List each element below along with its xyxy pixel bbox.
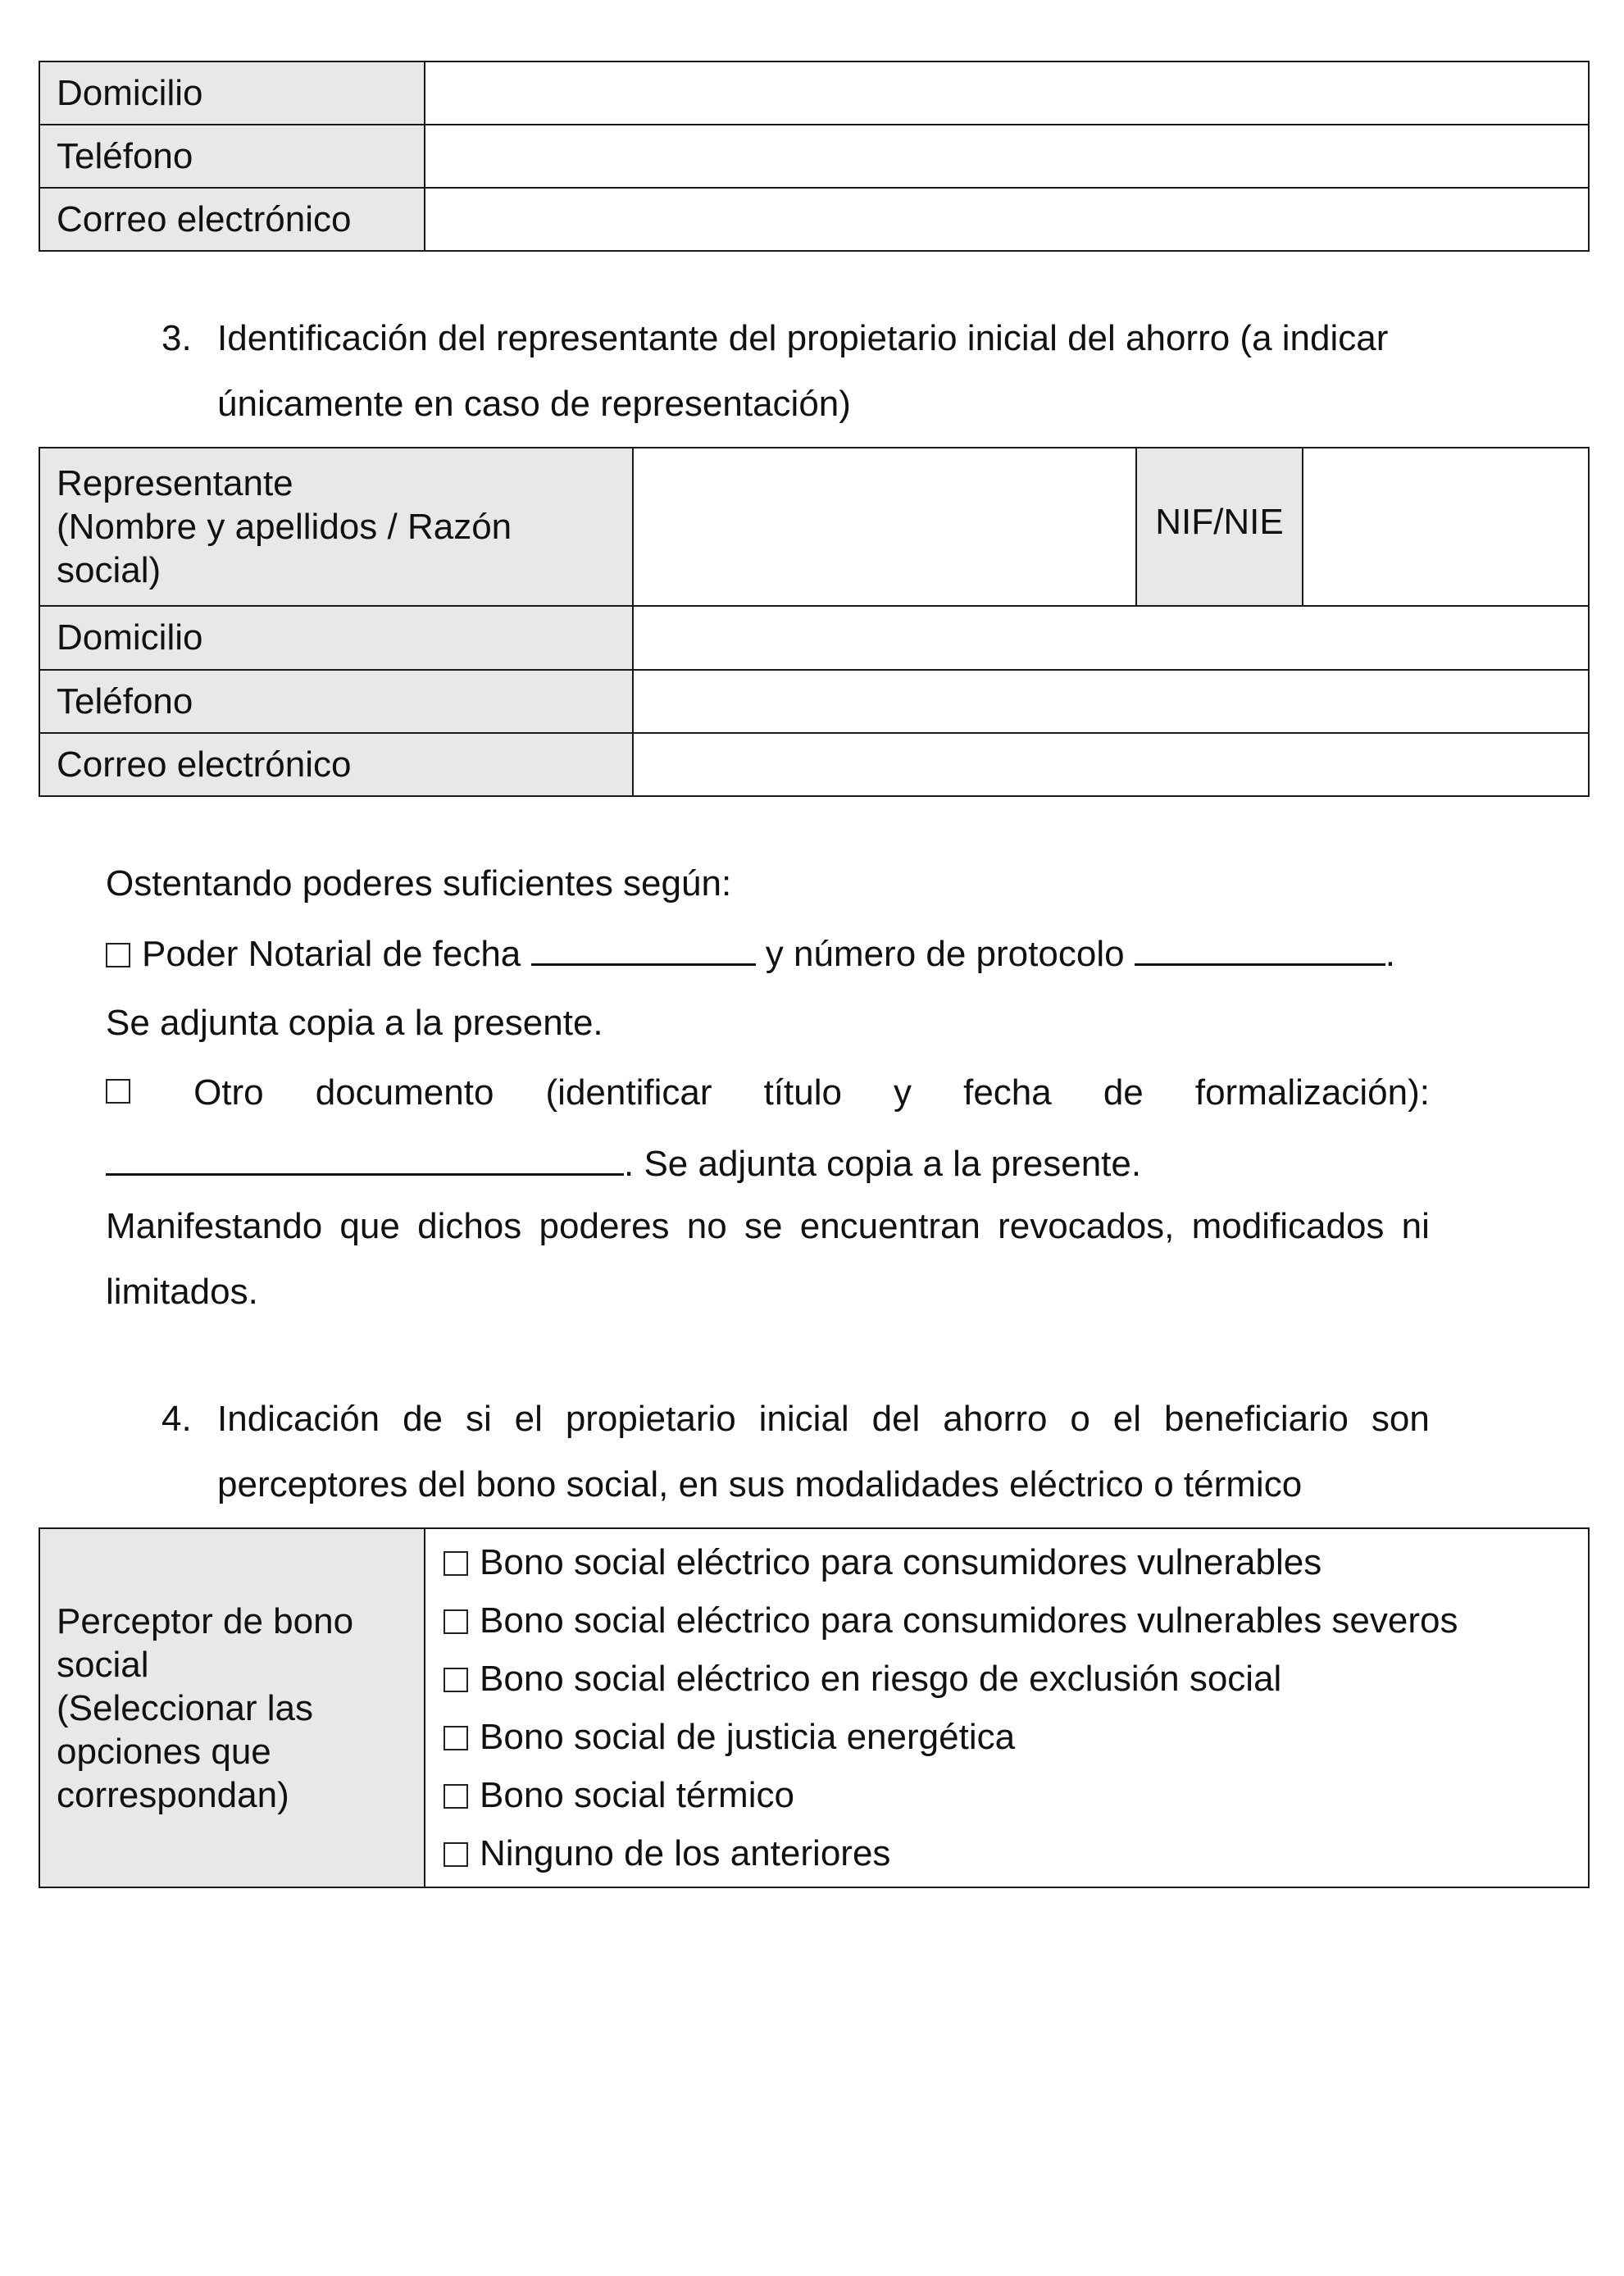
bono-label-line: opciones que [57,1731,271,1772]
checkbox[interactable] [444,1668,468,1692]
section-number: 3. [161,318,192,358]
statement-line: limitados. [106,1272,258,1312]
option-label: . [1385,934,1396,974]
option-label: Bono social de justicia energética [480,1717,1016,1757]
other-document-field[interactable] [106,1142,624,1176]
title-word: Indicación [217,1399,380,1439]
option-label: Bono social térmico [480,1775,794,1815]
notarial-power-checkbox[interactable] [106,943,130,967]
bono-options-cell [425,1528,1589,1887]
option-label: y número de protocolo [765,934,1125,974]
table-row [39,61,1589,125]
section-3-heading [161,306,1440,437]
table-row [39,188,1589,251]
powers-intro: Ostentando poderes suficientes según: [106,863,732,904]
statement-word: revocados, [998,1206,1175,1246]
title-word: inicial [758,1399,849,1439]
option-label: Bono social eléctrico para consumidores vulnerables severos [480,1600,1458,1641]
list-item[interactable] [444,1824,1572,1882]
table-row [39,606,1589,670]
bono-social-label [39,1528,425,1887]
title-word: del [871,1399,921,1439]
bono-label-line: social [57,1644,149,1685]
notarial-power-option [106,932,1395,976]
section-title-line: Identificación del representante del propietario inicial del ahorro (a indicar [217,318,1389,358]
nif-label: NIF/NIE [1136,448,1303,606]
table-row [39,125,1589,188]
section-title-line: únicamente en caso de representación) [217,384,851,424]
checkbox[interactable] [444,1784,468,1809]
bono-options-list [444,1533,1572,1882]
option-word: y [894,1072,912,1113]
title-word: el [514,1399,543,1439]
title-word: si [465,1399,492,1439]
phone-field[interactable] [425,125,1589,188]
attach-note: Se adjunta copia a la presente. [106,1003,603,1043]
list-item[interactable] [444,1650,1572,1708]
list-item[interactable] [444,1591,1572,1650]
address-label: Domicilio [39,61,425,125]
bono-social-table [39,1527,1590,1888]
section-title-line [217,1398,1430,1441]
checkbox[interactable] [444,1726,468,1750]
option-label: Poder Notarial de fecha [142,934,521,974]
bono-label-line: correspondan) [57,1774,289,1815]
option-label: Ninguno de los anteriores [480,1833,891,1873]
email-field[interactable] [425,188,1589,251]
list-item[interactable] [444,1708,1572,1766]
title-word: ahorro [943,1399,1048,1439]
statement-line [106,1205,1430,1248]
checkbox[interactable] [444,1842,468,1867]
checkbox[interactable] [444,1609,468,1634]
bono-label-line: (Seleccionar las [57,1687,314,1728]
other-document-checkbox[interactable] [106,1079,130,1104]
email-label: Correo electrónico [39,733,633,796]
checkbox[interactable] [444,1551,468,1576]
address-label: Domicilio [39,606,633,670]
representative-table [39,447,1590,797]
option-label: Bono social eléctrico en riesgo de exclusión social [480,1659,1282,1699]
option-word: de [1103,1072,1144,1113]
statement-word: ni [1401,1206,1430,1246]
option-word: Otro [193,1072,264,1113]
phone-label: Teléfono [39,125,425,188]
option-word: documento [315,1072,494,1113]
list-item[interactable] [444,1533,1572,1591]
section-4-heading [161,1398,1430,1529]
attach-note: . Se adjunta copia a la presente. [624,1144,1142,1184]
statement-word: se [744,1206,783,1246]
statement-word: que [339,1206,400,1246]
representative-label [39,448,633,606]
section-title-line: perceptores del bono social, en sus modalidades eléctrico o térmico [217,1464,1303,1504]
nif-field[interactable] [1303,448,1589,606]
other-document-option [106,1072,1430,1114]
email-field[interactable] [633,733,1589,796]
title-word: de [403,1399,444,1439]
phone-label: Teléfono [39,670,633,733]
title-word: o [1070,1399,1090,1439]
table-row [39,448,1589,606]
title-word: son [1371,1399,1430,1439]
title-word: propietario [565,1399,736,1439]
statement-word: modificados [1191,1206,1385,1246]
other-document-detail [106,1142,1141,1186]
representative-name-field[interactable] [633,448,1136,606]
option-label: Bono social eléctrico para consumidores vulnerables [480,1542,1322,1582]
bono-label-line: Perceptor de bono [57,1600,354,1641]
address-field[interactable] [425,61,1589,125]
title-word: beneficiario [1163,1399,1349,1439]
statement-word: no [686,1206,727,1246]
table-row [39,670,1589,733]
option-word: formalización): [1194,1072,1430,1113]
notarial-date-field[interactable] [531,932,756,966]
email-label: Correo electrónico [39,188,425,251]
statement-word: dichos [417,1206,522,1246]
address-field[interactable] [633,606,1589,670]
option-word: fecha [963,1072,1052,1113]
statement-word: encuentran [799,1206,980,1246]
section-number: 4. [161,1399,192,1439]
title-word: el [1112,1399,1142,1439]
option-word: (identificar [545,1072,712,1113]
table-row [39,1528,1589,1887]
representative-label-line: social) [57,550,161,590]
table-row [39,733,1589,796]
statement-word: Manifestando [106,1206,323,1246]
option-word: título [763,1072,842,1113]
representative-label-line: (Nombre y apellidos / Razón [57,507,512,547]
phone-field[interactable] [633,670,1589,733]
list-item[interactable] [444,1766,1572,1824]
representative-label-line: Representante [57,463,293,503]
statement-word: poderes [539,1206,670,1246]
protocol-number-field[interactable] [1135,932,1385,966]
contact-table-top [39,61,1590,252]
